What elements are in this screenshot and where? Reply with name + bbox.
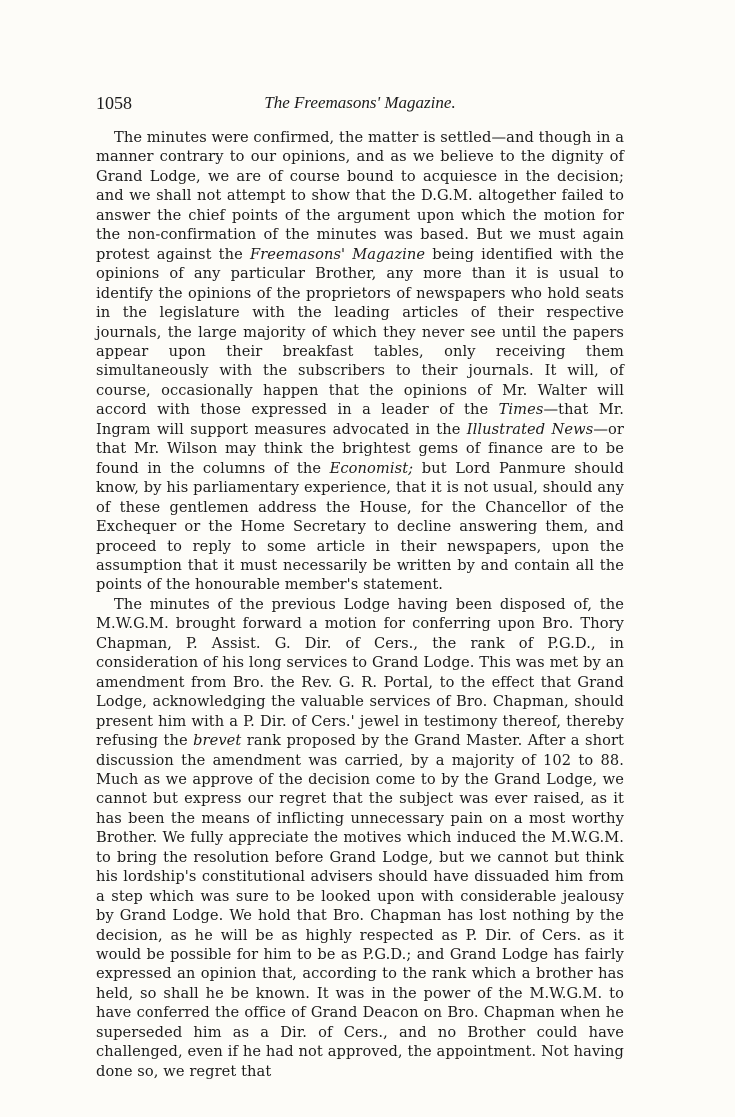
text-segment: The minutes were confirmed, the matter is settled—and though in a manner contrary to our opinions, and as we believe to the dignity of Grand Lodge, we are of course bound to acquiesce in the decision; and we shall not attempt to show that the D.G.M. altogether failed to answer the chief points of the argument upon which the motion for the non-confirmation of the minutes was based. But we must again protest against the	[96, 129, 624, 263]
italic-title: Times	[498, 401, 544, 419]
text-segment: —that Mr. Ingram will support measures advocated in the	[96, 401, 624, 438]
paragraph-previous-lodge	[96, 595, 624, 1081]
text-segment: being identified with the opinions of any particular Brother, any more than it is usual to identify the opinions of the proprietors of newspapers who hold seats in the legislature with the leading articles of their respective journals, the large majority of which they never see until the papers appear upon their breakfast tables, only receiving them simultaneously with the subscribers to their journals. It will, of course, occasionally happen that the opinions of Mr. Walter will accord with those expressed in a leader of the	[96, 245, 624, 419]
italic-title: Freemasons' Magazine	[249, 245, 426, 263]
page-header	[96, 92, 624, 114]
text-segment: —or that Mr. Wilson may think the brightest gems of finance are to be found in the columns of the	[96, 420, 624, 477]
article-body	[96, 128, 624, 1081]
page-number: 1058	[96, 93, 132, 113]
text-segment: but Lord Panmure should know, by his parliamentary experience, that it is not usual, should any of these gentlemen address the House, for the Chancellor of the Exchequer or the Home Secretary to decline answering them, and proceed to reply to some article in their newspapers, upon the assumption that it must necessarily be written by and contain all the points of the honourable member's statement.	[96, 459, 624, 594]
italic-title: Economist;	[329, 459, 414, 477]
text-segment: rank proposed by the Grand Master. After a short discussion the amendment was carried, by a majority of 102 to 88. Much as we approve of the decision come to by the Grand Lodge, we cannot but express our regret that the subject was ever raised, as it has been the means of inflicting unnecessary pain on a most worthy Brother. We fully appreciate the motives which induced the M.W.G.M. to bring the resolution before Grand Lodge, but we cannot but think his lordship's constitutional advisers should have dissuaded him from a step which was sure to be looked upon with considerable jealousy by Grand Lodge. We hold that Bro. Chapman has lost nothing by the decision, as he will be as highly respected as P. Dir. of Cers. as it would be possible for him to be as P.G.D.; and Grand Lodge has fairly expressed an opinion that, according to the rank which a brother has held, so shall he be known. It was in the power of the M.W.G.M. to have conferred the office of Grand Deacon on Bro. Chapman when he superseded him as a Dir. of Cers., and no Brother could have challenged, even if he had not approved, the appointment. Not having done so, we regret that	[96, 732, 624, 1080]
italic-term: brevet	[193, 732, 242, 750]
italic-title: Illustrated News	[466, 420, 594, 438]
magazine-page	[96, 92, 624, 1092]
text-segment: The minutes of the previous Lodge having been disposed of, the M.W.G.M. brought forward a motion for conferring upon Bro. Thory Chapman, P. Assist. G. Dir. of Cers., the rank of P.G.D., in consideration of his long services to Grand Lodge. This was met by an amendment from Bro. the Rev. G. R. Portal, to the effect that Grand Lodge, acknowledging the valuable services of Bro. Chapman, should present him with a P. Dir. of Cers.' jewel in testimony thereof, thereby refusing the	[96, 595, 624, 750]
paragraph-minutes-confirmed	[96, 128, 624, 595]
running-head: The Freemasons' Magazine.	[264, 93, 456, 112]
